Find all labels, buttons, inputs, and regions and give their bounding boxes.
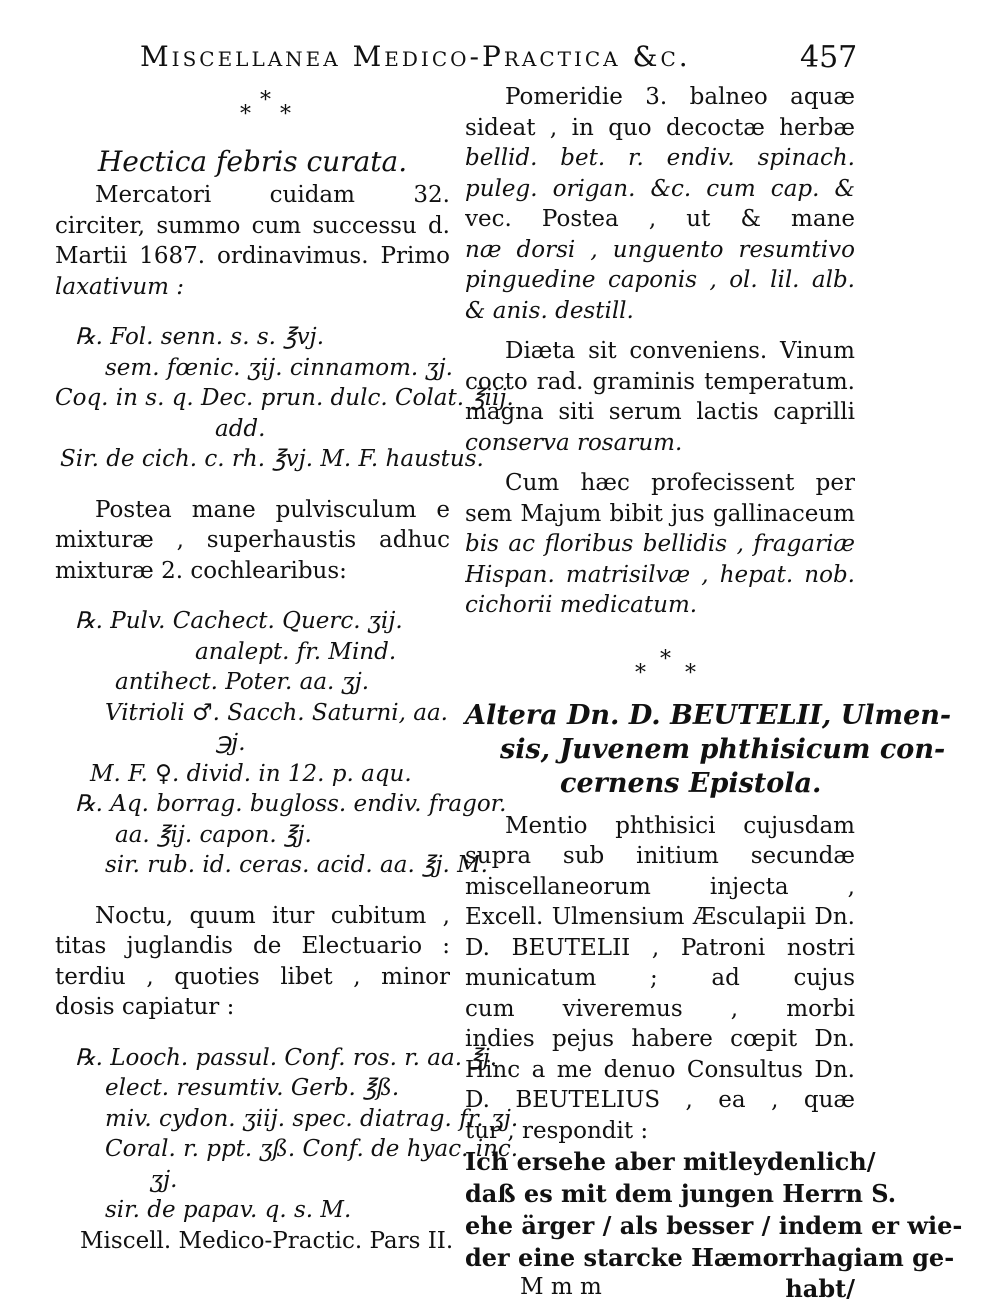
text-line: cum viveremus , morbi	[465, 995, 855, 1022]
text-line: mixturæ 2. cochlearibus:	[55, 557, 347, 584]
catchword-row	[465, 1274, 855, 1304]
recipe-line: miv. cydon. ʒiij. spec. diatrag. fr. ʒj.	[105, 1105, 519, 1132]
recipe-line: elect. resumtiv. Gerb. ℥ß.	[105, 1075, 400, 1101]
recipe-line: analept. fr. Mind.	[195, 638, 397, 665]
text-line: pinguedine caponis , ol. lil. alb.	[465, 267, 855, 293]
text-line: D. BEUTELIUS , ea , quæ	[465, 1087, 855, 1113]
text-line: Noctu, quum itur cubitum ,	[95, 902, 450, 929]
text-line: D. BEUTELII , Patroni nostri	[465, 934, 855, 961]
text-line: municatum ; ad cujus	[465, 965, 855, 991]
recipe-line: ℞. Looch. passul. Conf. ros. r. aa. ℥j.	[75, 1044, 498, 1071]
text-line: Mercatori cuidam 32.	[95, 182, 450, 208]
german-line: Ich ersehe aber mitleydenlich/	[465, 1147, 876, 1176]
text-line: Martii 1687. ordinavimus. Primo	[55, 243, 450, 269]
page-number: 457	[800, 40, 858, 75]
recipe-line: sir. de papav. q. s. M.	[105, 1197, 352, 1223]
section-heading: Altera Dn. D. BEUTELII, Ulmen-	[465, 699, 952, 731]
asterism	[55, 82, 450, 144]
german-line: daß es mit dem jungen Herrn S.	[465, 1179, 897, 1208]
signature-line: Miscell. Medico-Practic. Pars II.	[80, 1227, 454, 1254]
running-head: Miscellanea Medico-Practica &c.	[140, 40, 691, 73]
recipe-line: ℈j.	[215, 730, 246, 756]
asterism-star: *	[635, 660, 646, 686]
text-line: Cum hæc profecissent per	[505, 470, 855, 496]
text-line: terdiu , quoties libet , minor	[55, 963, 450, 990]
text-line: bellid. bet. r. endiv. spinach.	[465, 145, 855, 171]
text-line: vec. Postea , ut & mane	[465, 206, 855, 232]
text-line: dosis capiatur :	[55, 994, 235, 1020]
text-line: indies pejus habere cœpit Dn.	[465, 1026, 855, 1052]
section-heading: Hectica febris curata.	[97, 145, 408, 178]
text-line: Diæta sit conveniens. Vinum	[505, 338, 855, 364]
text-line: Mentio phthisici cujusdam	[505, 812, 855, 839]
recipe-line: sir. rub. id. ceras. acid. aa. ℥j. M.	[105, 852, 488, 878]
text-line: sem Majum bibit jus gallinaceum	[465, 500, 855, 527]
asterism-star: *	[240, 102, 251, 127]
left-column	[55, 82, 519, 1256]
text-line: næ dorsi , unguento resumtivo	[465, 236, 855, 263]
text-line: & anis. destill.	[465, 297, 634, 324]
signature-mark: M m m	[520, 1274, 602, 1300]
text-line: Postea mane pulvisculum e	[95, 496, 450, 523]
text-line: Hispan. matrisilvæ , hepat. nob.	[465, 561, 855, 588]
recipe-line: ℞. Pulv. Cachect. Querc. ʒij.	[75, 608, 403, 634]
text-line: cichorii medicatum.	[465, 592, 698, 618]
recipe-line: ℞. Fol. senn. s. s. ℥vj.	[75, 324, 325, 350]
recipe-line: Coral. r. ppt. ʒß. Conf. de hyac. inc.	[105, 1136, 519, 1162]
catchword: habt/	[785, 1274, 855, 1303]
recipe-line: ℞. Aq. borrag. bugloss. endiv. fragor.	[75, 791, 507, 817]
text-line: magna siti serum lactis caprilli	[465, 399, 855, 425]
asterism-star: *	[685, 660, 696, 686]
recipe-line: Coq. in s. q. Dec. prun. dulc. Colat. ℥iij.	[55, 385, 514, 411]
text-line: miscellaneorum injecta ,	[465, 873, 855, 900]
recipe-line: M. F. ♀. divid. in 12. p. aqu.	[90, 760, 412, 787]
text-line: tur , respondit :	[465, 1117, 649, 1144]
section-heading: sis, Juvenem phthisicum con-	[500, 733, 946, 765]
recipe-line: ʒj.	[150, 1166, 178, 1193]
text-line: mixturæ , superhaustis adhuc	[55, 527, 450, 553]
recipe-line: Vitrioli ♂. Sacch. Saturni, aa.	[105, 699, 448, 726]
recipe-line: sem. fœnic. ʒij. cinnamom. ʒj.	[105, 354, 453, 381]
asterism-star: *	[260, 88, 271, 113]
text-line: Pomeridie 3. balneo aquæ	[505, 84, 855, 110]
asterism-star: *	[280, 102, 291, 127]
text-line: titas juglandis de Electuario :	[55, 933, 450, 959]
german-line: ehe ärger / als besser / indem er wie-	[465, 1211, 963, 1240]
recipe-line: Sir. de cich. c. rh. ℥vj. M. F. haustus.	[60, 446, 484, 472]
text-line: supra sub initium secundæ	[465, 843, 855, 869]
recipe-line: add.	[215, 415, 266, 442]
text-line: laxativum :	[55, 273, 185, 300]
text-line: Excell. Ulmensium Æsculapii Dn.	[465, 904, 855, 930]
text-line: cocto rad. graminis temperatum.	[465, 368, 855, 395]
text-line: circiter, summo cum successu d.	[55, 212, 450, 239]
right-column	[465, 82, 963, 1304]
recipe-line: aa. ℥ij. capon. ℥j.	[115, 821, 312, 848]
german-line: der eine starcke Hæmorrhagiam ge-	[465, 1243, 955, 1272]
text-line: Hinc a me denuo Consultus Dn.	[465, 1056, 855, 1083]
section-heading: cernens Epistola.	[560, 767, 822, 799]
recipe-line: antihect. Poter. aa. ʒj.	[115, 669, 370, 695]
text-line: conserva rosarum.	[465, 429, 683, 456]
text-line: bis ac floribus bellidis , fragariæ	[465, 531, 855, 557]
text-line: puleg. origan. &c. cum cap. &	[465, 175, 855, 202]
asterism	[465, 621, 855, 699]
asterism-star: *	[660, 646, 671, 672]
text-line: sideat , in quo decoctæ herbæ	[465, 114, 855, 141]
